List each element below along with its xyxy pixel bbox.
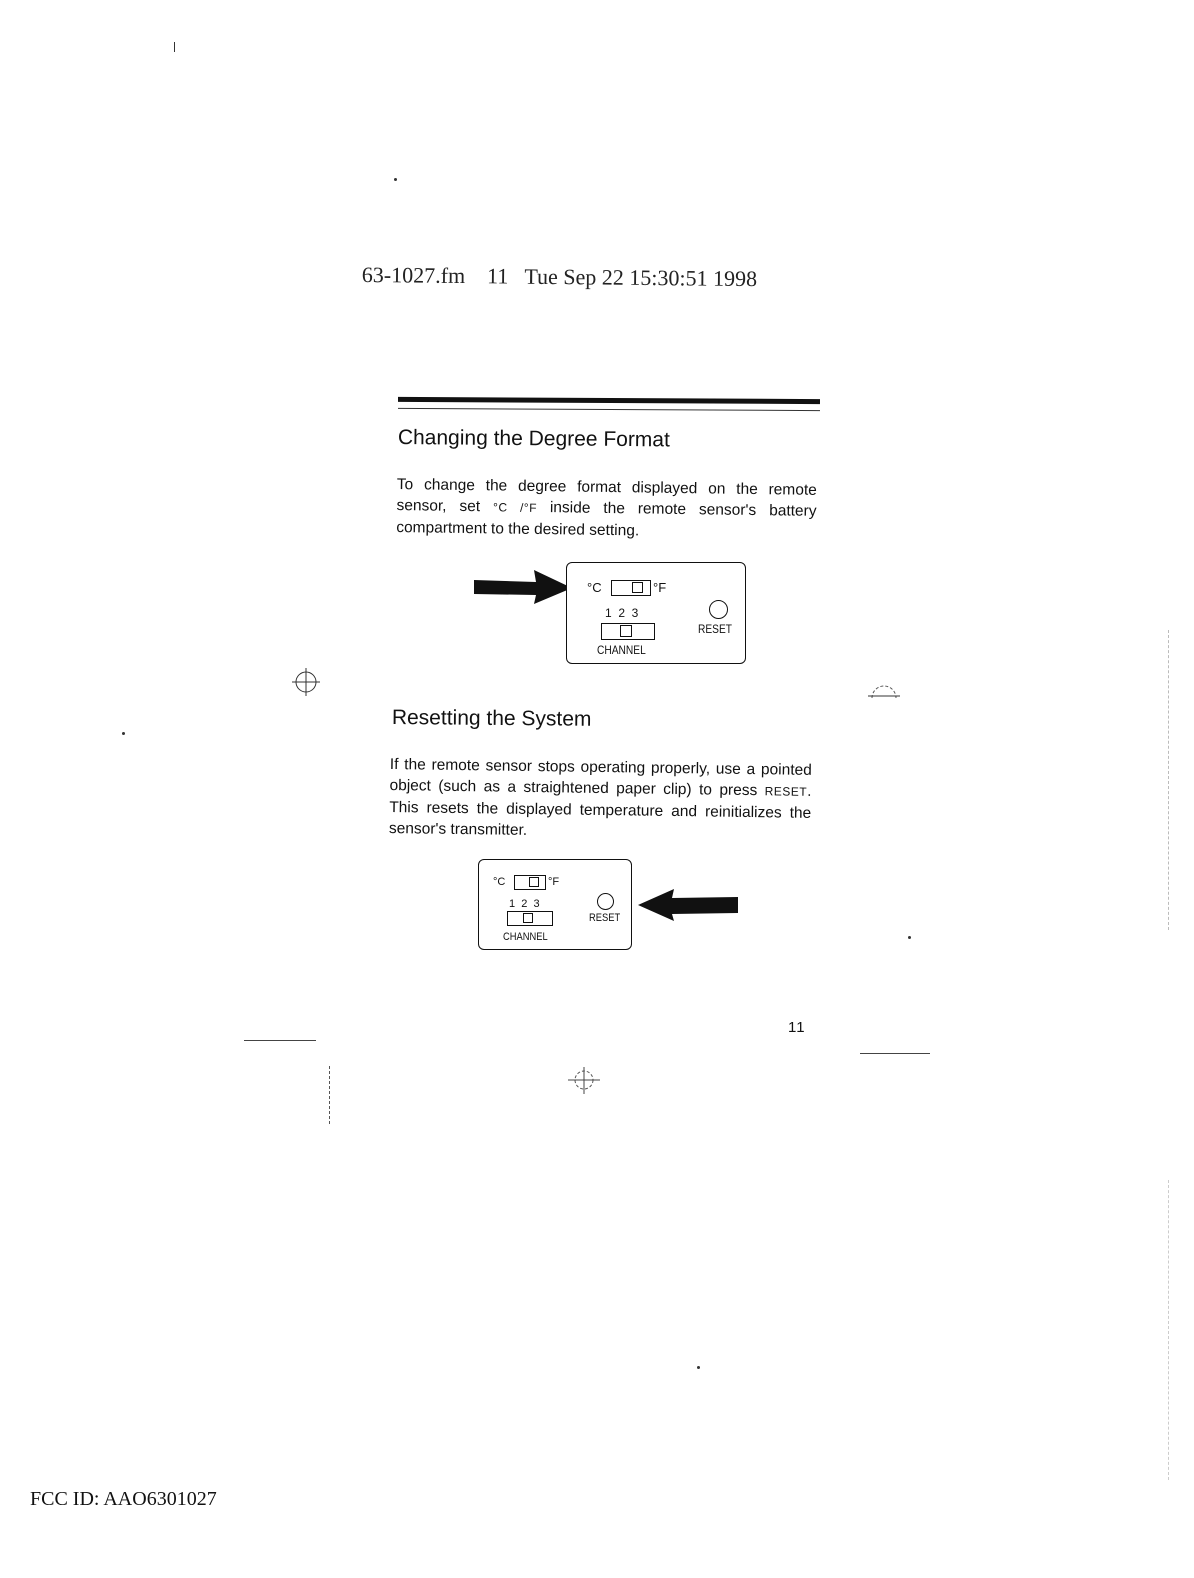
reset-button-icon-small: [597, 893, 614, 910]
channel-switch-knob-small: [523, 913, 533, 923]
celsius-label-small: °C: [493, 876, 506, 888]
scan-dot: [122, 732, 125, 735]
scan-edge-dashes: [1168, 630, 1170, 930]
reset-text-part2: . This resets the displayed temperature and reinitializes the sensor's transmitter.: [388, 782, 812, 839]
scan-dot: [697, 1366, 700, 1369]
crop-mark-right: [860, 1053, 930, 1054]
crosshair-mark-icon: [290, 666, 322, 698]
channel-switch-small: [507, 911, 553, 926]
channel-label-small: CHANNEL: [503, 931, 548, 943]
reset-button-icon: [709, 600, 728, 619]
degree-switch-knob: [632, 582, 643, 593]
reset-label: RESET: [698, 622, 733, 636]
channel-switch: [601, 623, 655, 640]
degree-switch-small: [514, 875, 546, 890]
paragraph-resetting-system: [389, 754, 812, 845]
channel-numbers-small: 1 2 3: [509, 898, 540, 910]
reset-button-word: RESET: [764, 784, 808, 799]
document-header: [362, 262, 757, 292]
section-rule-thick: [398, 397, 820, 404]
header-timestamp: Tue Sep 22 15:30:51 1998: [524, 263, 758, 292]
sensor-panel-degree: [566, 562, 746, 664]
degree-switch-knob-small: [529, 877, 539, 887]
channel-switch-knob: [620, 625, 632, 637]
channel-numbers: 1 2 3: [605, 606, 639, 620]
page-number: 11: [788, 1019, 806, 1036]
degree-text-part2: inside the remote sensor's battery compartment to the desired setting.: [396, 498, 817, 540]
fahrenheit-label-small: °F: [548, 876, 560, 888]
section-rule-thin: [398, 408, 820, 411]
arrow-left-icon: [638, 889, 740, 923]
heading-degree-format: Changing the Degree Format: [397, 426, 670, 452]
crosshair-mark-right-icon: [866, 680, 902, 710]
celsius-label: °C: [587, 580, 602, 595]
header-file-name: 63-1027.fm: [361, 262, 466, 289]
crop-mark-left: [244, 1040, 316, 1041]
reset-text-part1: If the remote sensor stops operating properly, use a pointed object (such as a straightened paper clip) to press: [389, 755, 812, 800]
fcc-id: FCC ID: AAO6301027: [30, 1488, 217, 1510]
heading-resetting-system: Resetting the System: [391, 706, 592, 731]
arrow-right-icon: [474, 570, 574, 606]
scan-dot: [394, 178, 397, 181]
paragraph-degree-format: [396, 474, 817, 544]
reset-label-small: RESET: [589, 912, 621, 924]
scan-edge-dashes-lower: [1168, 1180, 1170, 1480]
sensor-panel-reset: [478, 859, 632, 950]
degree-switch: [611, 580, 651, 596]
degree-setting-label: °C /°F: [492, 500, 538, 515]
scan-dot: [908, 936, 911, 939]
header-page-ref: 11: [486, 263, 509, 289]
crosshair-mark-bottom-icon: [566, 1064, 602, 1096]
fahrenheit-label: °F: [653, 580, 667, 595]
crop-mark-vertical: [329, 1066, 331, 1124]
scan-speck: [174, 42, 175, 52]
channel-label: CHANNEL: [597, 643, 646, 657]
degree-text-part1: To change the degree format displayed on the remote sensor, set: [396, 475, 817, 516]
